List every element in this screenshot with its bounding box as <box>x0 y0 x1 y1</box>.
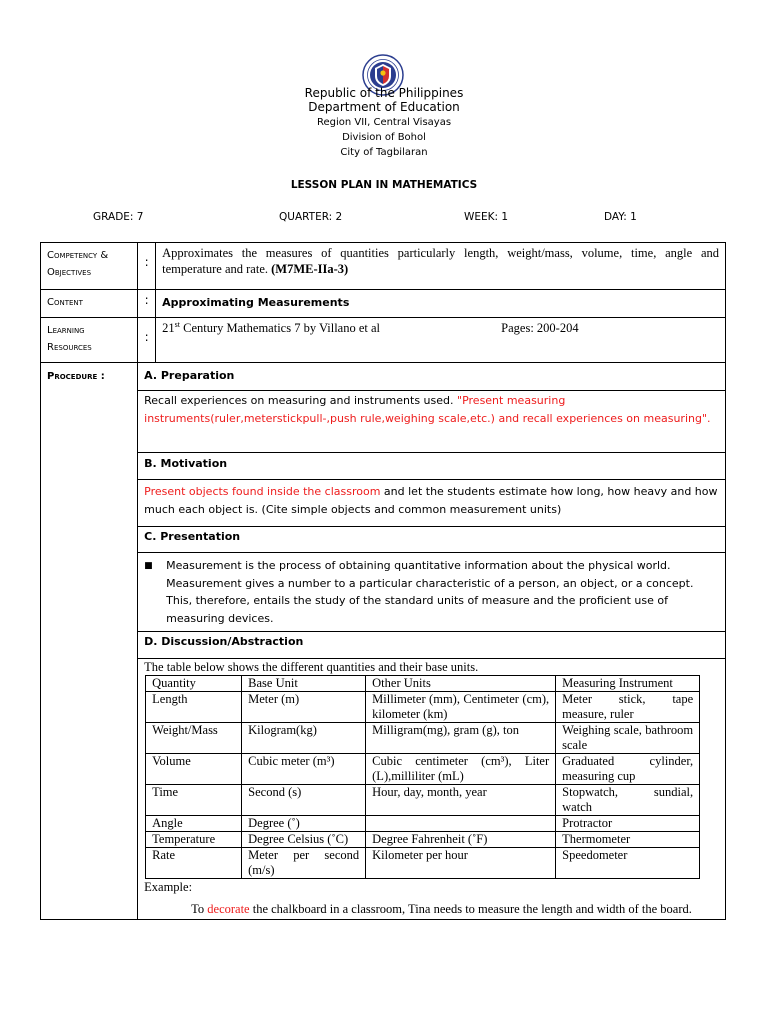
page-title: LESSON PLAN IN MATHEMATICS <box>290 179 478 191</box>
table-cell: Kilometer per hour <box>366 848 556 879</box>
procedure-label: Procedure : <box>47 371 105 382</box>
day-label: DAY: 1 <box>604 211 637 223</box>
motivation-plain: and let the students estimate how long, how heavy and how much each object is. (Cite simple objects and common measurement units) <box>144 485 718 516</box>
presentation-text: Measurement is the process of obtaining quantitative information about the physical world. Measurement gives a number to a particular characteristic of a person, an object, or a concept. This, therefore, entails the study of the standard units of measure and the proficient use of measuring devices. <box>166 559 694 625</box>
example-highlight: decorate <box>207 902 250 916</box>
table-row <box>146 816 700 832</box>
region-heading: Region VII, Central Visayas <box>316 117 452 128</box>
motivation-text <box>138 480 725 521</box>
table-cell: Volume <box>146 754 242 785</box>
table-cell: Meter stick, tape measure, ruler <box>556 692 700 723</box>
table-cell: Degree (˚) <box>242 816 366 832</box>
presentation-heading: C. Presentation <box>144 530 241 543</box>
republic-heading: Republic of the Philippines <box>304 86 464 100</box>
table-cell: Graduated cylinder, measuring cup <box>556 754 700 785</box>
preparation-body-row <box>41 391 726 453</box>
procedure-row <box>41 363 726 391</box>
lesson-plan-table <box>40 242 726 920</box>
table-cell: Kilogram(kg) <box>242 723 366 754</box>
table-cell: Weighing scale, bathroom scale <box>556 723 700 754</box>
competency-label: Competency & Objectives <box>47 250 109 278</box>
resources-ordinal: 21 <box>162 321 175 335</box>
discussion-heading: D. Discussion/Abstraction <box>144 635 304 648</box>
header-quantity: Quantity <box>146 676 242 692</box>
example-plain-end: the chalkboard in a classroom, Tina needs to measure the length and width of the board. <box>249 902 692 916</box>
resources-book: Century Mathematics 7 by Villano et al <box>180 321 381 335</box>
table-cell: Millimeter (mm), Centimeter (cm), kilometer (km) <box>366 692 556 723</box>
table-row <box>146 692 700 723</box>
table-cell: Meter (m) <box>242 692 366 723</box>
quarter-label: QUARTER: 2 <box>279 211 343 223</box>
discussion-intro: The table below shows the different quantities and their base units. <box>144 660 479 674</box>
table-cell <box>366 816 556 832</box>
table-cell: Length <box>146 692 242 723</box>
content-text: Approximating Measurements <box>162 296 350 309</box>
table-cell: Cubic centimeter (cm³), Liter (L),milliliter (mL) <box>366 754 556 785</box>
example-label: Example: <box>144 880 193 894</box>
table-cell: Thermometer <box>556 832 700 848</box>
header-other-units: Other Units <box>366 676 556 692</box>
content-row <box>41 290 726 318</box>
table-row <box>146 754 700 785</box>
table-cell: Angle <box>146 816 242 832</box>
header-instrument: Measuring Instrument <box>556 676 700 692</box>
motivation-highlight: Present objects found inside the classroom <box>144 485 381 498</box>
competency-colon: : <box>144 255 149 269</box>
discussion-body-row <box>41 659 726 920</box>
table-cell: Rate <box>146 848 242 879</box>
grade-label: GRADE: 7 <box>93 211 144 223</box>
preparation-highlight: "Present measuring instruments(ruler,meterstickpull-,push rule,weighing scale,etc.) and recall experiences on measuring". <box>144 394 711 425</box>
motivation-heading-row <box>41 453 726 480</box>
resources-ordinal-suffix: st <box>174 319 180 329</box>
discussion-heading-row <box>41 632 726 659</box>
table-cell: Speedometer <box>556 848 700 879</box>
department-heading: Department of Education <box>308 100 460 114</box>
content-colon: : <box>144 293 149 307</box>
presentation-bullet-item <box>138 553 725 630</box>
presentation-body-row <box>41 553 726 632</box>
table-cell: Hour, day, month, year <box>366 785 556 816</box>
table-row <box>146 785 700 816</box>
city-heading: City of Tagbilaran <box>340 147 428 158</box>
table-row <box>146 848 700 879</box>
resources-row <box>41 318 726 363</box>
units-table <box>145 675 700 879</box>
week-label: WEEK: 1 <box>464 211 509 223</box>
table-row <box>146 723 700 754</box>
table-cell: Temperature <box>146 832 242 848</box>
presentation-heading-row <box>41 527 726 553</box>
example-plain-start: To <box>191 902 208 916</box>
resources-pages: Pages: 200-204 <box>501 321 579 335</box>
table-cell: Time <box>146 785 242 816</box>
resources-text <box>156 318 725 338</box>
units-table-header <box>146 676 700 692</box>
header-base-unit: Base Unit <box>242 676 366 692</box>
preparation-plain: Recall experiences on measuring and instruments used. <box>144 394 458 407</box>
resources-label: Learning Resources <box>47 325 92 353</box>
table-cell: Degree Fahrenheit (˚F) <box>366 832 556 848</box>
table-cell: Weight/Mass <box>146 723 242 754</box>
table-cell: Cubic meter (m³) <box>242 754 366 785</box>
example-text <box>138 895 725 919</box>
preparation-text <box>138 391 725 430</box>
table-cell: Degree Celsius (˚C) <box>242 832 366 848</box>
resources-colon: : <box>144 330 149 344</box>
motivation-heading: B. Motivation <box>144 457 228 470</box>
table-cell: Protractor <box>556 816 700 832</box>
table-cell: Stopwatch, sundial, watch <box>556 785 700 816</box>
table-cell: Second (s) <box>242 785 366 816</box>
table-row <box>146 832 700 848</box>
competency-description: Approximates the measures of quantities particularly length, weight/mass, volume, time, angle and temperature and rate. <box>162 246 719 276</box>
table-cell: Milligram(mg), gram (g), ton <box>366 723 556 754</box>
table-cell: Meter per second (m/s) <box>242 848 366 879</box>
competency-row <box>41 243 726 290</box>
competency-text <box>156 243 725 279</box>
content-label: Content <box>47 297 83 308</box>
division-heading: Division of Bohol <box>342 132 426 143</box>
competency-code: (M7ME-IIa-3) <box>271 262 349 276</box>
square-bullet-icon: ■ <box>144 561 153 571</box>
motivation-body-row <box>41 480 726 527</box>
preparation-heading: A. Preparation <box>144 369 235 382</box>
